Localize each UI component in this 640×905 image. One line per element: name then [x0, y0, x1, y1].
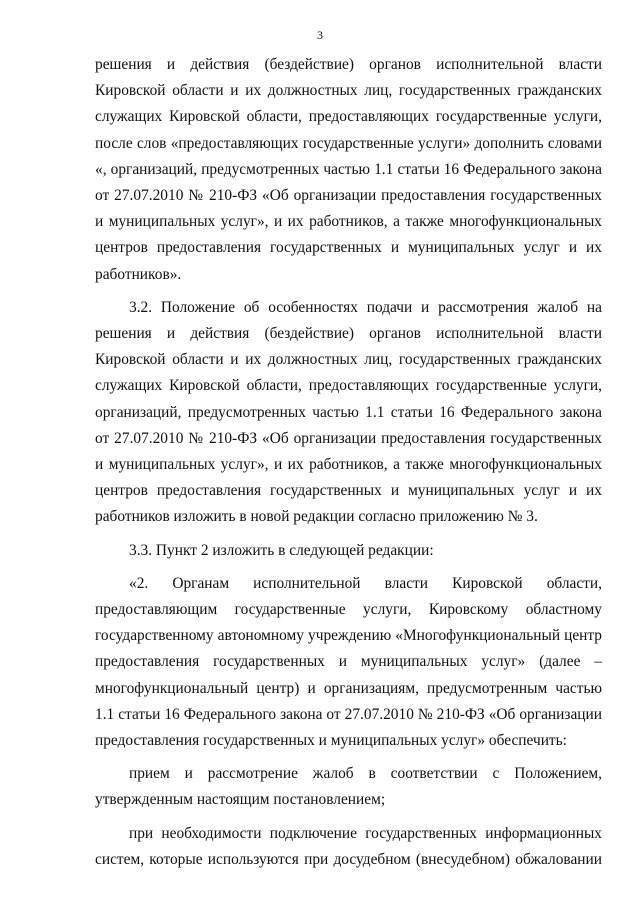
paragraph-3-2: 3.2. Положение об особенностях подачи и рассмотрения жалоб на решения и действия (бездействие) органов исполнительной власти Кировской области и их должностных лиц, государственных гражданских служащих Кировской области, предоставляющих государственные услуги, организаций, предусмотренных частью 1.1 статьи 16 Федерального закона от 27.07.2010 № 210-ФЗ «Об организации предоставления государственных и муниципальных услуг», и их работников, а также многофункциональных центров предоставления государственных и муниципальных услуг и их работников изложить в новой редакции согласно приложению № 3.: [95, 298, 602, 526]
paragraph-reception: прием и рассмотрение жалоб в соответствии с Положением, утвержденным настоящим постановлением;: [95, 765, 602, 809]
paragraph-point-2: «2. Органам исполнительной власти Кировской области, предоставляющим государственные услуги, Кировскому областному государственному автономному учреждению «Многофункциональный центр предоставления государственных и муниципальных услуг» (далее – многофункциональный центр) и организациям, предусмотренным частью 1.1 статьи 16 Федерального закона от 27.07.2010 № 210-ФЗ «Об организации предоставления государственных и муниципальных услуг» обеспечить:: [95, 574, 602, 750]
document-body: [95, 52, 602, 873]
paragraph-3-3: 3.3. Пункт 2 изложить в следующей редакции:: [129, 541, 434, 559]
paragraph-continuation: решения и действия (бездействие) органов исполнительной власти Кировской области и их должностных лиц, государственных гражданских служащих Кировской области, предоставляющих государственные услуги, после слов «предоставляющих государственные услуги» дополнить словами «, организаций, предусмотренных частью 1.1 статьи 16 Федерального закона от 27.07.2010 № 210-ФЗ «Об организации предоставления государственных и муниципальных услуг», и их работников, а также многофункциональных центров предоставления государственных и муниципальных услуг и их работников».: [95, 56, 602, 283]
page-number: 3: [317, 28, 323, 42]
paragraph-connection: при необходимости подключение государственных информационных систем, которые используются при досудебном (внесудебном) обжаловании: [95, 824, 602, 868]
